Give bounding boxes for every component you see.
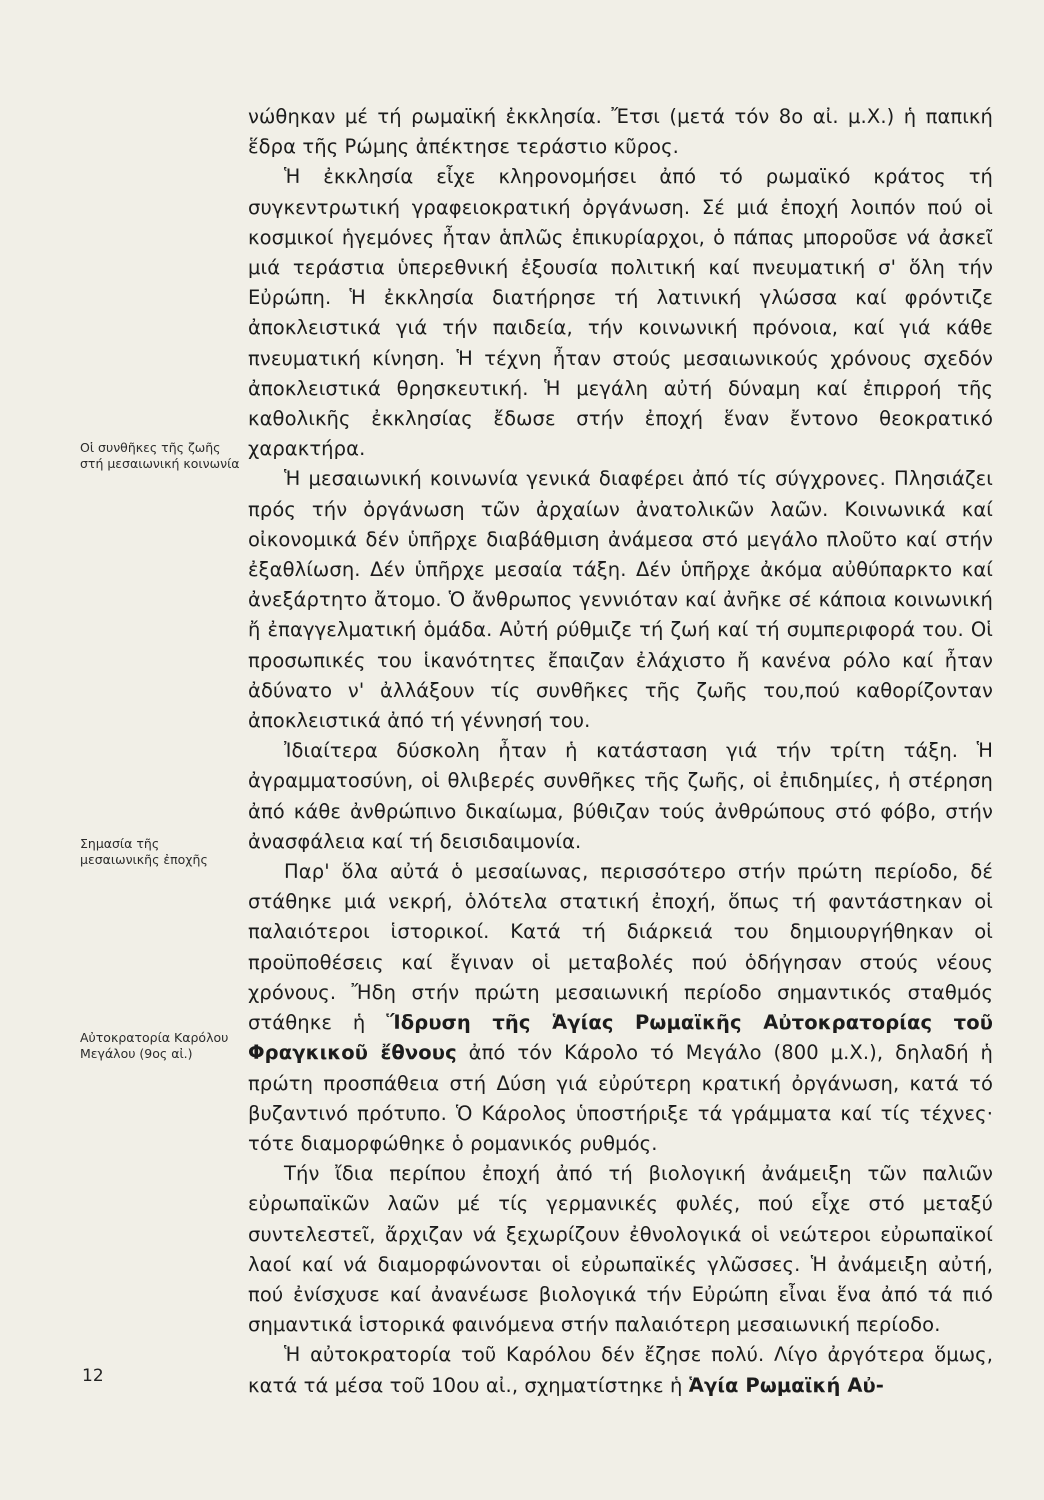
paragraph-1: νώθηκαν μέ τή ρωμαϊκή ἐκκλησία. Ἔτσι (μετά τόν 8ο αἰ. μ.Χ.) ἡ παπική ἕδρα τῆς Ρώμης ἀπέκτησε τεράστιο κῦρος. (248, 105, 993, 159)
margin-note-medieval-society: Οἱ συνθῆκες τῆς ζωῆς στή μεσαιωνική κοινωνία (80, 440, 240, 471)
margin-note-charlemagne-empire: Αὐτοκρατορία Καρόλου Μεγάλου (9ος αἰ.) (80, 1030, 229, 1061)
paragraph-5-bold: Ἵδρυση τῆς Ἁγίας Ρωμαϊκῆς Αὐτοκρατορίας τοῦ Φραγκικοῦ ἔθνους (248, 1011, 993, 1065)
paragraph-7-bold: Ἁγία Ρωμαϊκή Αὐ- (688, 1373, 884, 1397)
paragraph-4: Ἰδιαίτερα δύσκολη ἦταν ἡ κατάσταση γιά τήν τρίτη τάξη. Ἡ ἀγραμματοσύνη, οἱ θλιβερές συνθῆκες τῆς ζωῆς, οἱ ἐπιδημίες, ἡ στέρηση ἀπό κάθε ἀνθρώπινο δικαίωμα, βύθιζαν τούς ἀνθρώπους στό φόβο, στήν ἀνασφάλεια καί τή δεισιδαιμονία. (248, 739, 993, 853)
main-text (248, 102, 993, 1401)
paragraph-2: Ἡ ἐκκλησία εἶχε κληρονομήσει ἀπό τό ρωμαϊκό κράτος τή συγκεντρωτική γραφειοκρατική ὀργάνωση. Σέ μιά ἐποχή λοιπόν πού οἱ κοσμικοί ἡγεμόνες ἦταν ἁπλῶς ἐπικυρίαρχοι, ὁ πάπας μποροῦσε νά ἀσκεῖ μιά τεράστια ὑπερεθνική ἐξουσία πολιτική καί πνευματική σ' ὅλη τήν Εὐρώπη. Ἡ ἐκκλησία διατήρησε τή λατινική γλώσσα καί φρόντιζε ἀποκλειστικά γιά τήν παιδεία, τήν κοινωνική πρόνοια, καί γιά κάθε πνευματική κίνηση. Ἡ τέχνη ἦταν στούς μεσαιωνικούς χρόνους σχεδόν ἀποκλειστικά θρησκευτική. Ἡ μεγάλη αὐτή δύναμη καί ἐπιρροή τῆς καθολικῆς ἐκκλησίας ἔδωσε στήν ἐποχή ἕναν ἔντονο θεοκρατικό χαρακτήρα. (248, 165, 993, 461)
paragraph-7-text: Ἡ αὐτοκρατορία τοῦ Καρόλου δέν ἔζησε πολύ. Λίγο ἀργότερα ὅμως, κατά τά μέσα τοῦ 10ου αἰ., σχηματίστηκε ἡ (248, 1343, 993, 1397)
paragraph-3: Ἡ μεσαιωνική κοινωνία γενικά διαφέρει ἀπό τίς σύγχρονες. Πλησιάζει πρός τήν ὀργάνωση τῶν ἀρχαίων ἀνατολικῶν λαῶν. Κοινωνικά καί οἰκονομικά δέν ὑπῆρχε διαβάθμιση ἀνάμεσα στό μεγάλο πλοῦτο καί στήν ἐξαθλίωση. Δέν ὑπῆρχε μεσαία τάξη. Δέν ὑπῆρχε ἀκόμα αὐθύπαρκτο καί ἀνεξάρτητο ἄτομο. Ὁ ἄνθρωπος γεννιόταν καί ἀνῆκε σέ κάποια κοινωνική ἤ ἐπαγγελματική ὁμάδα. Αὐτή ρύθμιζε τή ζωή καί τή συμπεριφορά του. Οἱ προσωπικές του ἱκανότητες ἔπαιζαν ἐλάχιστο ἤ κανένα ρόλο καί ἦταν ἀδύνατο ν' ἀλλάξουν τίς συνθῆκες τῆς ζωῆς του,πού καθορίζονταν ἀποκλειστικά ἀπό τή γέννησή του. (248, 467, 993, 733)
page-number: 12 (82, 1366, 104, 1386)
paragraph-5-text-b: ἀπό τόν Κάρολο τό Μεγάλο (800 μ.Χ.), δηλαδή ἡ πρώτη προσπάθεια στή Δύση γιά εὐρύτερη κρατική ὀργάνωση, κατά τό βυζαντινό πρότυπο. Ὁ Κάρολος ὑποστήριξε τά γράμματα καί τίς τέχνες· τότε διαμορφώθηκε ὁ ρομανικός ρυθμός. (248, 1041, 993, 1155)
paragraph-6: Τήν ἴδια περίπου ἐποχή ἀπό τή βιολογική ἀνάμειξη τῶν παλιῶν εὐρωπαϊκῶν λαῶν μέ τίς γερμανικές φυλές, πού εἶχε στό μεταξύ συντελεστεῖ, ἄρχιζαν νά ξεχωρίζουν ἐθνολογικά οἱ νεώτεροι εὐρωπαϊκοί λαοί καί νά διαμορφώνονται οἱ εὐρωπαϊκές γλῶσσες. Ἡ ἀνάμειξη αὐτή, πού ἐνίσχυσε καί ἀνανέωσε βιολογικά τήν Εὐρώπη εἶναι ἕνα ἀπό τά πιό σημαντικά ἱστορικά φαινόμενα στήν παλαιότερη μεσαιωνική περίοδο. (248, 1162, 993, 1337)
paragraph-5-text-a: Παρ' ὅλα αὐτά ὁ μεσαίωνας, περισσότερο στήν πρώτη περίοδο, δέ στάθηκε μιά νεκρή, ὁλότελα στατική ἐποχή, ὅπως τή φαντάστηκαν οἱ παλαιότεροι ἱστορικοί. Κατά τή διάρκειά του δημιουργήθηκαν οἱ προϋποθέσεις καί ἔγιναν οἱ μεταβολές πού ὁδήγησαν στούς νέους χρόνους. Ἤδη στήν πρώτη μεσαιωνική περίοδο σημαντικός σταθμός στάθηκε ἡ (248, 860, 993, 1035)
paragraph-7 (248, 1340, 993, 1400)
paragraph-5 (248, 857, 993, 1159)
margin-note-significance: Σημασία τῆς μεσαιωνικῆς ἐποχῆς (80, 836, 208, 867)
